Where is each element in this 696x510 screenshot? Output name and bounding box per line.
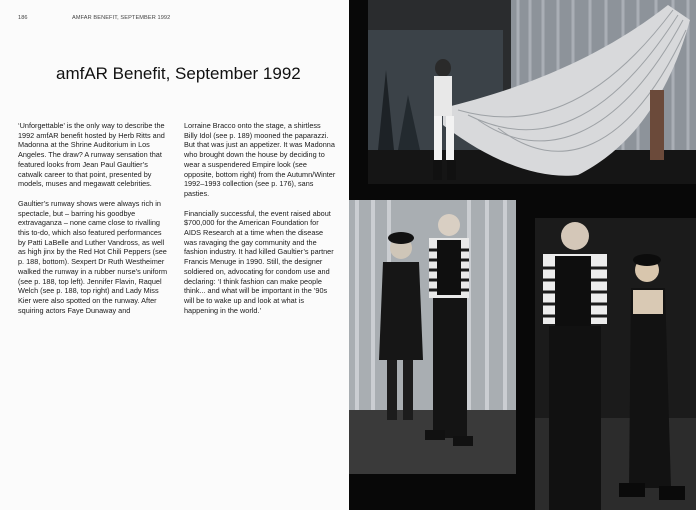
photo-runway-walk [349, 200, 516, 474]
paragraph: Financially successful, the event raised about $700,000 for the American Foundation for AIDS Research at a time when the disease was ravaging the gay community and the fashion industry. It had killed Gaultier’s partner Francis Menuge in 1990. Still, the designer soldiered on, advocating for condom use and declaring: ‘I think fashion can make people think... and what will be important in the ’90s will be to wake up and look at what is happening in the world.’ [184, 208, 334, 315]
text-column-left [18, 121, 170, 325]
paragraph: ‘Unforgettable’ is the only way to describe the 1992 amfAR benefit hosted by Herb Ritts and Madonna at the Shrine Auditorium in Los Angeles. The draw? A runway sensation that featured looks from Jean Paul Gaultier’s catwalk career to that point, presented by models, muses and megawatt celebrities. [18, 121, 165, 189]
running-head-section: AMFAR BENEFIT, SEPTEMBER 1992 [72, 15, 171, 21]
photo-madonna-gaultier [535, 218, 696, 510]
paragraph: Lorraine Bracco onto the stage, a shirtless Billy Idol (see p. 189) mooned the paparazzi. But that was just an appetizer. It was Madonna who brought down the house by deciding to wear a suspendered Empire look (see opposite, bottom right) from the Autumn/Winter 1992–1993 collection (see p. 176), sans pasties. [184, 121, 336, 198]
photo-runway-train [368, 0, 696, 184]
running-head [18, 15, 170, 21]
page-number: 186 [18, 15, 28, 21]
paragraph: Gaultier’s runway shows were always rich in spectacle, but – barring his goodbye extravaganza – none came close to rivalling this to-do, which also featured performances by Patti LaBelle and Luther Vandross, as well as high jinx by the Red Hot Chili Peppers (see p. 188, bottom). Sexpert Dr Ruth Westheimer walked the runway in a rubber nurse’s uniform (see p. 188, top left). Jennifer Flavin, Raquel Welch (see p. 188, top right) and Lady Miss Kier were also spotted on the runway. After squiring actors Faye Dunaway and [18, 198, 168, 315]
page-title: amfAR Benefit, September 1992 [56, 64, 301, 83]
text-column-right [184, 121, 336, 325]
